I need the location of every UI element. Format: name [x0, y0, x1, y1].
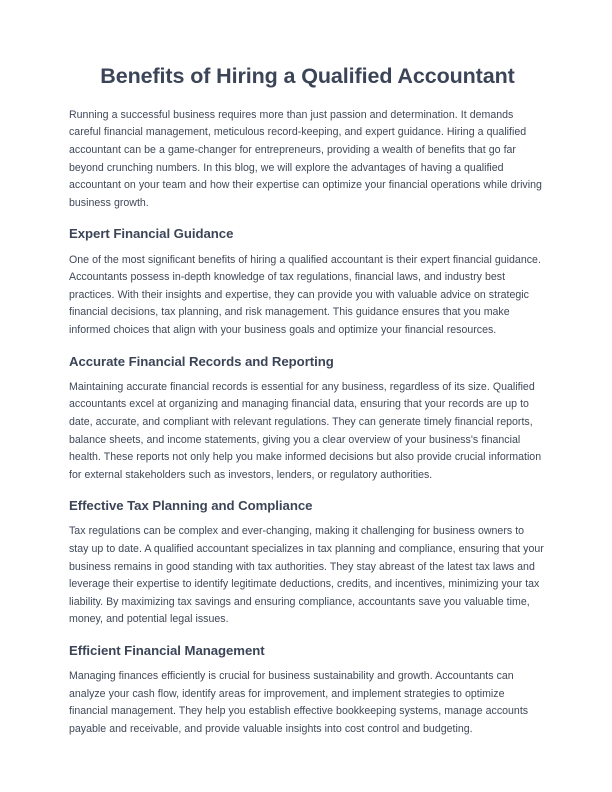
section-body-effective-tax-planning-and-compliance: Tax regulations can be complex and ever-changing, making it challenging for business owners to stay up to date. A qualified accountant specializes in tax planning and compliance, ensuring that your business remains in good standing with tax authorities. They stay abreast of the latest tax laws and leverage their expertise to identify legitimate deductions, credits, and incentives, minimizing your tax liability. By maximizing tax savings and ensuring compliance, accountants save you valuable time, money, and potential legal issues.	[69, 525, 544, 626]
section-heading-accurate-financial-records-and-reporting: Accurate Financial Records and Reporting	[69, 353, 334, 369]
page-title: Benefits of Hiring a Qualified Accountant	[100, 64, 515, 88]
section-heading-expert-financial-guidance: Expert Financial Guidance	[69, 226, 234, 242]
section-body-efficient-financial-management: Managing finances efficiently is crucial for business sustainability and growth. Accountants can analyze your cash flow, identify areas for improvement, and implement strategies to optimize financial management. They help you establish effective bookkeeping systems, manage accounts payable and receivable, and provide valuable insights into cost control and budgeting.	[69, 670, 529, 735]
section-heading-efficient-financial-management: Efficient Financial Management	[69, 643, 265, 658]
section-heading-effective-tax-planning-and-compliance: Effective Tax Planning and Compliance	[69, 498, 313, 514]
document-content	[69, 63, 546, 739]
intro-paragraph: Running a successful business requires more than just passion and determination. It demands careful financial management, meticulous record-keeping, and expert guidance. Hiring a qualified accountant can be a game-changer for entrepreneurs, providing a wealth of benefits that go far beyond crunching numbers. In this blog, we will explore the advantages of having a qualified accountant on your team and how their expertise can optimize your financial operations while driving business growth.	[69, 108, 542, 209]
section-body-accurate-financial-records-and-reporting: Maintaining accurate financial records is essential for any business, regardless of its size. Qualified accountants excel at organizing and managing financial data, ensuring that your records are up to date, accurate, and compliant with relevant regulations. They can generate timely financial reports, balance sheets, and income statements, giving you a clear overview of your business's financial health. These reports not only help you make informed decisions but also provide crucial information for external stakeholders such as investors, lenders, or regulatory authorities.	[69, 380, 542, 481]
section-body-expert-financial-guidance: One of the most significant benefits of hiring a qualified accountant is their expert financial guidance. Accountants possess in-depth knowledge of tax regulations, financial laws, and industry best practices. With their insights and expertise, they can provide you with valuable advice on strategic financial decisions, tax planning, and risk management. This guidance ensures that you make informed choices that align with your business goals and optimize your financial resources.	[69, 253, 541, 336]
